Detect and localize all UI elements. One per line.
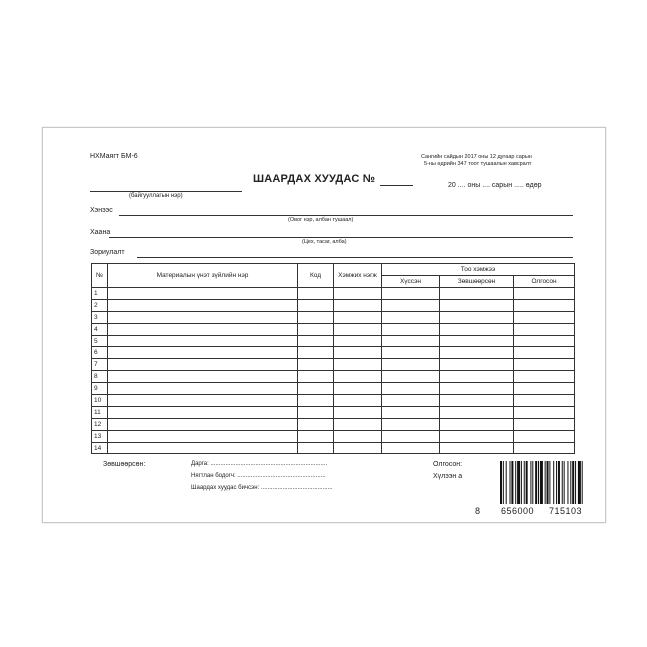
approval-line-1: Сангийн сайдын 2017 оны 12 дугаар сарын — [421, 154, 532, 160]
table-row — [92, 347, 575, 359]
row-number: 13 — [92, 430, 108, 442]
barcode-bar — [553, 461, 554, 504]
cell-approved[interactable] — [440, 311, 514, 323]
org-name-line — [90, 191, 242, 192]
barcode-digit-lead: 8 — [475, 506, 481, 516]
cell-approved[interactable] — [440, 359, 514, 371]
cell-name[interactable] — [108, 406, 298, 418]
row-number: 14 — [92, 442, 108, 454]
cell-name[interactable] — [108, 395, 298, 407]
barcode-bar — [582, 461, 583, 504]
barcode-bar — [538, 461, 539, 504]
barcode-bar — [526, 461, 528, 504]
table-row — [92, 323, 575, 335]
form-number-line — [380, 185, 413, 186]
barcode-bar — [562, 461, 563, 504]
table-row — [92, 311, 575, 323]
col-header-name: Материалын үнэт зүйлийн нэр — [108, 264, 298, 288]
col-header-requested: Хүссэн — [382, 276, 440, 288]
where-label: Хаана — [90, 229, 111, 236]
table-row — [92, 359, 575, 371]
row-number: 10 — [92, 395, 108, 407]
cell-received[interactable] — [514, 395, 575, 407]
cell-received[interactable] — [514, 418, 575, 430]
cell-received[interactable] — [514, 359, 575, 371]
cell-received[interactable] — [514, 406, 575, 418]
col-header-code: Код — [298, 264, 334, 288]
cell-code[interactable] — [298, 335, 334, 347]
cell-requested[interactable] — [382, 335, 440, 347]
row-number: 9 — [92, 383, 108, 395]
purpose-line[interactable] — [137, 257, 573, 258]
org-name-hint: (байгууллагын нэр) — [129, 193, 183, 199]
cell-requested[interactable] — [382, 430, 440, 442]
cell-code[interactable] — [298, 395, 334, 407]
col-header-unit: Хэмжих нэгж — [334, 264, 382, 288]
where-hint: (Цех, тасаг, алба) — [302, 239, 347, 245]
barcode-bar — [500, 461, 502, 504]
cell-unit[interactable] — [334, 347, 382, 359]
date-line: 20 .... оны .... сарын ..... өдөр — [448, 182, 542, 189]
cell-unit[interactable] — [334, 371, 382, 383]
row-number: 7 — [92, 359, 108, 371]
cell-requested[interactable] — [382, 406, 440, 418]
barcode-bar — [575, 461, 576, 504]
cell-unit[interactable] — [334, 359, 382, 371]
barcode-bar — [545, 461, 546, 504]
cell-name[interactable] — [108, 442, 298, 454]
cell-code[interactable] — [298, 359, 334, 371]
cell-approved[interactable] — [440, 371, 514, 383]
cell-received[interactable] — [514, 299, 575, 311]
barcode-bar — [540, 461, 543, 504]
form-code: НХМаягт БМ-6 — [90, 153, 138, 160]
barcode-bar — [556, 461, 557, 504]
cell-unit[interactable] — [334, 395, 382, 407]
cell-name[interactable] — [108, 323, 298, 335]
cell-received[interactable] — [514, 311, 575, 323]
materials-table — [91, 263, 575, 454]
cell-unit[interactable] — [334, 442, 382, 454]
cell-name[interactable] — [108, 418, 298, 430]
table-row — [92, 430, 575, 442]
cell-received[interactable] — [514, 335, 575, 347]
cell-code[interactable] — [298, 442, 334, 454]
row-number: 6 — [92, 347, 108, 359]
cell-code[interactable] — [298, 430, 334, 442]
cell-requested[interactable] — [382, 359, 440, 371]
table-row — [92, 383, 575, 395]
cell-name[interactable] — [108, 430, 298, 442]
cell-code[interactable] — [298, 311, 334, 323]
barcode-bar — [572, 461, 574, 504]
cell-unit[interactable] — [334, 430, 382, 442]
cell-requested[interactable] — [382, 347, 440, 359]
barcode-bar — [506, 461, 507, 504]
cell-requested[interactable] — [382, 418, 440, 430]
barcode-digit-group-2: 715103 — [549, 506, 583, 516]
cell-code[interactable] — [298, 288, 334, 300]
recipient-line[interactable] — [119, 215, 573, 216]
where-line[interactable] — [109, 237, 573, 238]
cell-approved[interactable] — [440, 430, 514, 442]
cell-received[interactable] — [514, 288, 575, 300]
table-row — [92, 442, 575, 454]
barcode-bar — [503, 461, 504, 504]
barcode-bar — [511, 461, 513, 504]
cell-code[interactable] — [298, 406, 334, 418]
cell-received[interactable] — [514, 371, 575, 383]
cell-requested[interactable] — [382, 299, 440, 311]
barcode-bar — [547, 461, 549, 504]
cell-code[interactable] — [298, 383, 334, 395]
cell-unit[interactable] — [334, 311, 382, 323]
cell-code[interactable] — [298, 418, 334, 430]
cell-unit[interactable] — [334, 418, 382, 430]
barcode-bar — [549, 461, 550, 504]
cell-requested[interactable] — [382, 395, 440, 407]
col-header-received: Олгосон — [514, 276, 575, 288]
cell-received[interactable] — [514, 383, 575, 395]
cell-requested[interactable] — [382, 371, 440, 383]
barcode-bar — [515, 461, 516, 504]
barcode-digit-group-1: 656000 — [501, 506, 535, 516]
received-label: Хүлээн а — [433, 473, 463, 480]
barcode-bar — [532, 461, 533, 504]
table-row — [92, 395, 575, 407]
cell-requested[interactable] — [382, 288, 440, 300]
row-number: 1 — [92, 288, 108, 300]
writer-line: Шаардах хуудас бичсэн: ........................................... — [191, 485, 333, 491]
cell-unit[interactable] — [334, 383, 382, 395]
row-number: 2 — [92, 299, 108, 311]
row-number: 8 — [92, 371, 108, 383]
cell-name[interactable] — [108, 288, 298, 300]
cell-unit[interactable] — [334, 335, 382, 347]
cell-received[interactable] — [514, 323, 575, 335]
cell-approved[interactable] — [440, 347, 514, 359]
cell-name[interactable] — [108, 371, 298, 383]
cell-unit[interactable] — [334, 323, 382, 335]
table-row — [92, 371, 575, 383]
barcode-bar — [510, 461, 511, 504]
cell-code[interactable] — [298, 299, 334, 311]
cell-code[interactable] — [298, 371, 334, 383]
cell-unit[interactable] — [334, 288, 382, 300]
barcode-bar — [530, 461, 531, 504]
cell-name[interactable] — [108, 383, 298, 395]
recipient-hint: (Овог нэр, албан тушаал) — [288, 217, 354, 223]
cell-approved[interactable] — [440, 418, 514, 430]
barcode-bar — [521, 461, 522, 504]
cell-approved[interactable] — [440, 335, 514, 347]
col-header-quantity: Тоо хэмжээ — [382, 264, 575, 276]
cell-approved[interactable] — [440, 406, 514, 418]
barcode-bar — [570, 461, 571, 504]
cell-approved[interactable] — [440, 383, 514, 395]
row-number: 5 — [92, 335, 108, 347]
cell-requested[interactable] — [382, 383, 440, 395]
table-row — [92, 418, 575, 430]
cell-name[interactable] — [108, 299, 298, 311]
barcode-bar — [535, 461, 537, 504]
table-row — [92, 299, 575, 311]
cell-requested[interactable] — [382, 311, 440, 323]
accountant-line: Нягтлан бодогч: ..................................................... — [191, 473, 326, 479]
cell-requested[interactable] — [382, 442, 440, 454]
cell-approved[interactable] — [440, 299, 514, 311]
table-row — [92, 288, 575, 300]
approval-line-2: 5-ны өдрийн 347 тоот тушаалын хавсралт — [424, 161, 532, 167]
table-row — [92, 335, 575, 347]
barcode-image — [500, 461, 596, 504]
recipient-label: Хэнээс — [90, 207, 113, 214]
barcode-bar — [517, 461, 520, 504]
row-number: 12 — [92, 418, 108, 430]
approved-label: Зөвшөөрсөн: — [103, 461, 146, 468]
barcode-bar — [524, 461, 525, 504]
cell-received[interactable] — [514, 442, 575, 454]
cell-name[interactable] — [108, 359, 298, 371]
issued-label: Олгосон: — [433, 461, 463, 468]
cell-unit[interactable] — [334, 406, 382, 418]
cell-name[interactable] — [108, 347, 298, 359]
cell-unit[interactable] — [334, 299, 382, 311]
row-number: 3 — [92, 311, 108, 323]
cell-approved[interactable] — [440, 288, 514, 300]
cell-name[interactable] — [108, 335, 298, 347]
row-number: 11 — [92, 406, 108, 418]
purpose-label: Зориулалт — [90, 249, 125, 256]
cell-name[interactable] — [108, 311, 298, 323]
cell-approved[interactable] — [440, 323, 514, 335]
cell-received[interactable] — [514, 430, 575, 442]
cell-code[interactable] — [298, 347, 334, 359]
cell-approved[interactable] — [440, 442, 514, 454]
cell-approved[interactable] — [440, 395, 514, 407]
requisition-form-sheet — [42, 127, 606, 523]
cell-code[interactable] — [298, 323, 334, 335]
director-line: Дарга: ...................................................................... — [191, 461, 328, 467]
barcode-bar — [567, 461, 568, 504]
barcode-bar — [578, 461, 581, 504]
col-header-approved: Зөвшөөрсөн — [440, 276, 514, 288]
barcode-bar — [564, 461, 565, 504]
row-number: 4 — [92, 323, 108, 335]
col-header-no: № — [92, 264, 108, 288]
barcode-bar — [558, 461, 560, 504]
table-row — [92, 406, 575, 418]
form-title: ШААРДАХ ХУУДАС № — [253, 173, 376, 185]
cell-requested[interactable] — [382, 323, 440, 335]
cell-received[interactable] — [514, 347, 575, 359]
